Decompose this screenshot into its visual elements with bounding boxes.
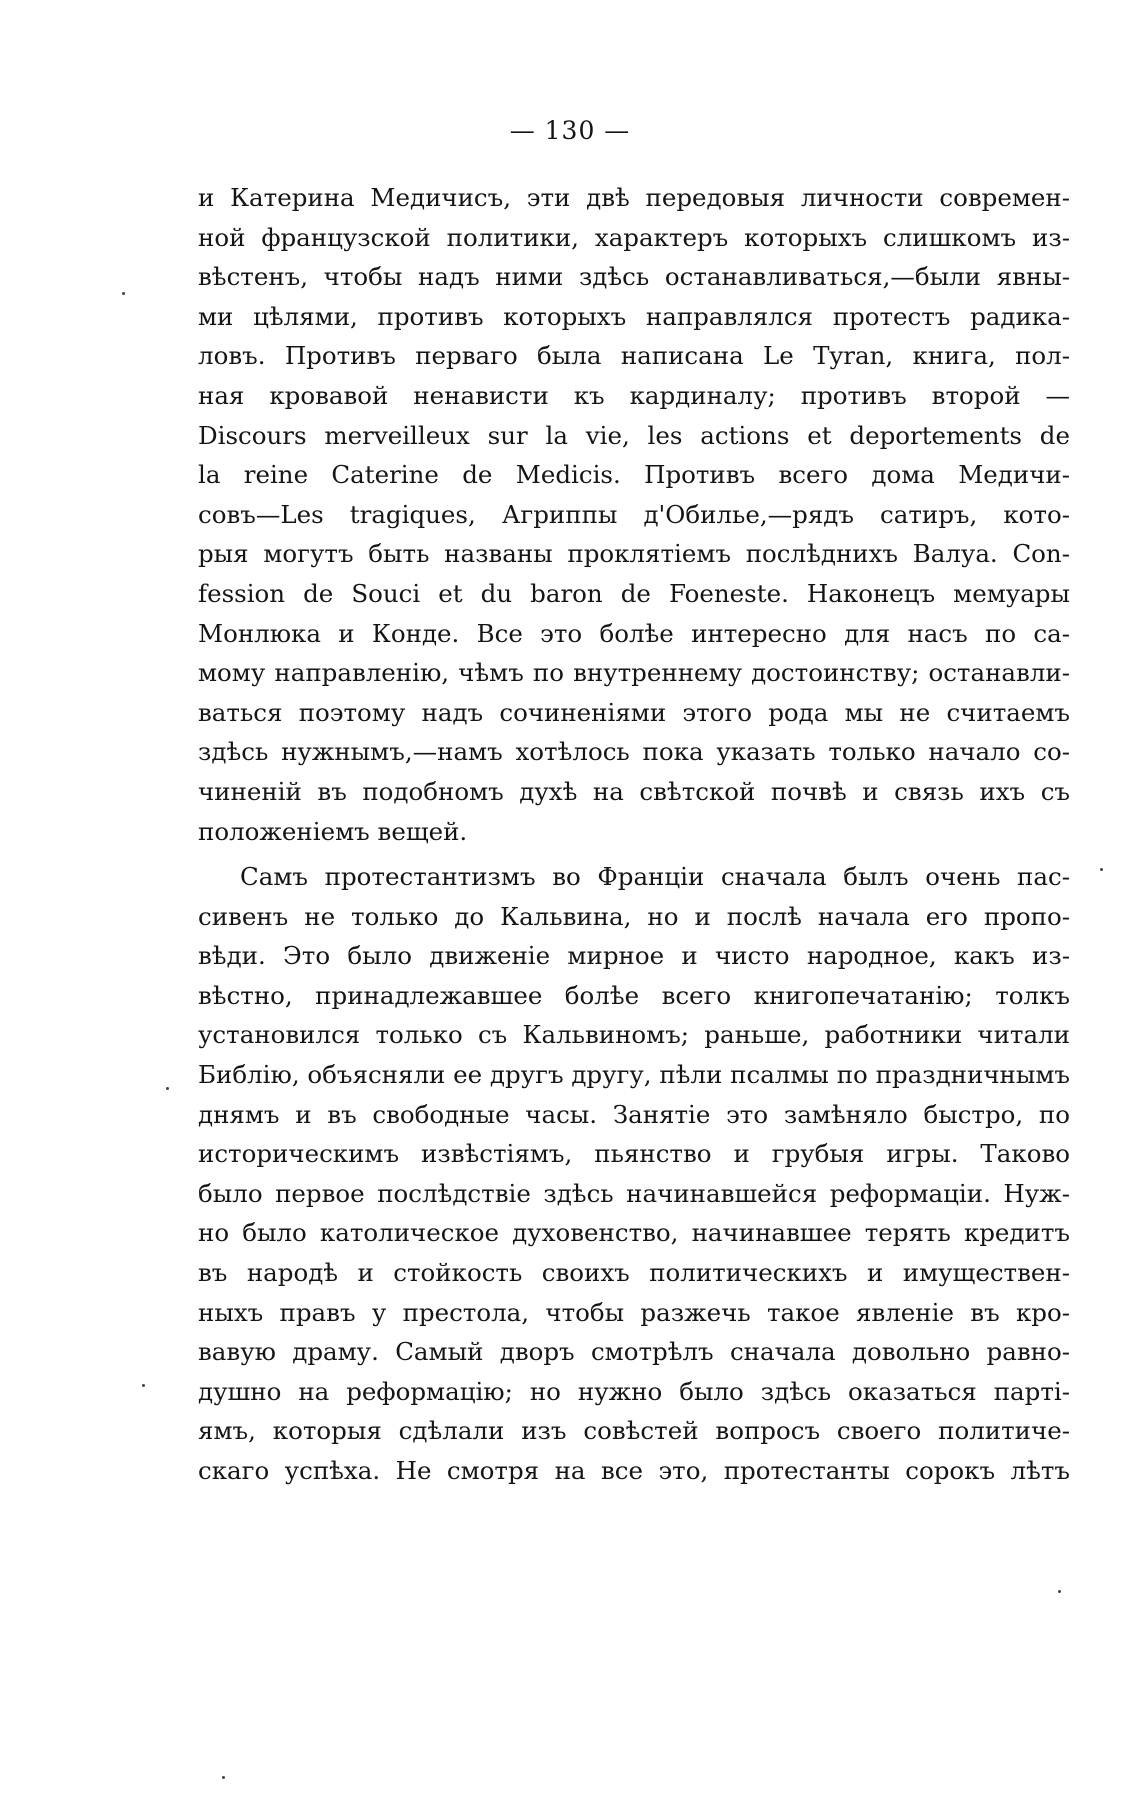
text-line: la reine Caterine de Medicis. Противъ всего дома Медичи-	[198, 460, 1070, 490]
text-line: чиненій въ подобномъ духѣ на свѣтской почвѣ и связь ихъ съ	[198, 776, 1070, 806]
text-line: сивенъ не только до Кальвина, но и послѣ начала его пропо-	[198, 901, 1070, 931]
text-line: рыя могутъ быть названы проклятіемъ послѣднихъ Валуа. Con-	[198, 539, 1070, 569]
text-line: но было католическое духовенство, начинавшее терять кредитъ	[198, 1218, 1070, 1248]
text-line: ной французской политики, характеръ которыхъ слишкомъ из-	[198, 222, 1070, 252]
text-line: ямъ, которыя сдѣлали изъ совѣстей вопросъ своего политиче-	[198, 1416, 1070, 1446]
text-line: ловъ. Противъ перваго была написана Le Tyran, книга, пол-	[198, 341, 1070, 371]
text-line: въ народѣ и стойкость своихъ политическихъ и имуществен-	[198, 1258, 1070, 1288]
text-line: было первое послѣдствіе здѣсь начинавшейся реформаціи. Нуж-	[198, 1178, 1070, 1208]
text-line: здѣсь нужнымъ,—намъ хотѣлось пока указать только начало со-	[198, 737, 1070, 767]
text-line: Discours merveilleux sur la vie, les actions et deportements de	[198, 420, 1070, 450]
text-line: скаго успѣха. Не смотря на все это, протестанты сорокъ лѣтъ	[198, 1456, 1070, 1485]
text-line: ная кровавой ненависти къ кардиналу; противъ второй —	[198, 380, 1070, 410]
scan-speck	[122, 292, 125, 295]
scan-speck	[1058, 1590, 1061, 1593]
text-line: Монлюка и Конде. Все это болѣе интересно для насъ по са-	[198, 618, 1070, 648]
text-line: установился только съ Кальвиномъ; раньше, работники читали	[198, 1020, 1070, 1050]
text-line: днямъ и въ свободные часы. Занятіе это замѣняло быстро, по	[198, 1099, 1070, 1129]
text-line: мому направленію, чѣмъ по внутреннему достоинству; останавли-	[198, 658, 1070, 688]
text-line: историческимъ извѣстіямъ, пьянство и грубыя игры. Таково	[198, 1139, 1070, 1169]
text-line: Самъ протестантизмъ во Франціи сначала былъ очень пас-	[240, 862, 1070, 892]
scan-speck	[142, 1384, 145, 1387]
text-line: положеніемъ вещей.	[198, 816, 468, 846]
text-line: вѣди. Это было движеніе мирное и чисто народное, какъ из-	[198, 941, 1070, 971]
text-line: душно на реформацію; но нужно было здѣсь оказаться парті-	[198, 1376, 1070, 1406]
scan-speck	[222, 1776, 225, 1779]
text-line: вѣстно, принадлежавшее болѣе всего книгопечатанію; толкъ	[198, 980, 1070, 1010]
text-line: вавую драму. Самый дворъ смотрѣлъ сначала довольно равно-	[198, 1337, 1070, 1367]
text-line: Библію, объясняли ее другъ другу, пѣли псалмы по праздничнымъ	[198, 1060, 1070, 1090]
text-body	[198, 178, 1070, 1491]
text-line: ми цѣлями, противъ которыхъ направлялся протестъ радика-	[198, 301, 1070, 331]
scan-speck	[166, 1087, 169, 1090]
paragraph-2	[198, 857, 1070, 1491]
text-line: ныхъ правъ у престола, чтобы разжечь такое явленіе въ кро-	[198, 1297, 1070, 1327]
page-number: — 130 —	[509, 116, 631, 145]
paragraph-1	[198, 178, 1070, 851]
scan-speck	[1100, 868, 1103, 871]
text-line: fession de Souci et du baron de Foeneste. Наконецъ мемуары	[198, 578, 1070, 608]
text-line: вѣстенъ, чтобы надъ ними здѣсь останавливаться,—были явны-	[198, 262, 1070, 292]
text-line: совъ—Les tragiques, Агриппы д'Обилье,—рядъ сатиръ, кото-	[198, 499, 1070, 529]
text-line: ваться поэтому надъ сочиненіями этого рода мы не считаемъ	[198, 697, 1070, 727]
text-line: и Катерина Медичисъ, эти двѣ передовыя личности современ-	[198, 183, 1070, 212]
